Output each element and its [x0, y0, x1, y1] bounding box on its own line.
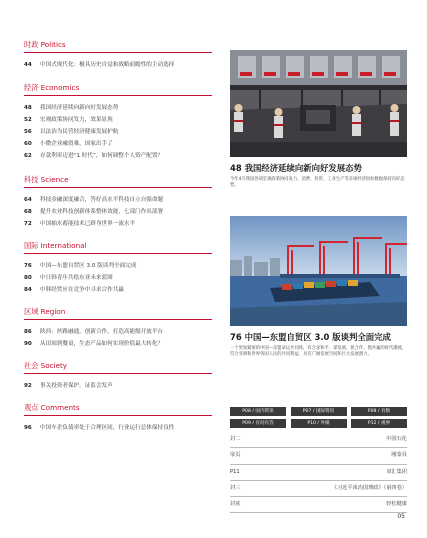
toc-item[interactable]: [24, 284, 212, 296]
story-description: 一个更加紧密的中国—东盟命运共同体，符合求和平、谋发展、促合作、图共赢的时代潮流，符合亚洲和世界各国人民的共同利益，具有广阔发展空间和巨大发展潜力。: [230, 346, 407, 358]
story-page-number: 76: [230, 332, 242, 342]
feature-story-international[interactable]: [230, 331, 407, 358]
tag-international-news[interactable]: P07 / 国际资讯: [291, 407, 347, 416]
toc-text: 以法治为民营经济健康发展护航: [40, 129, 119, 135]
toc-page: 44: [24, 62, 32, 68]
toc-text: 中韩经贸应在竞争中寻求合作共赢: [40, 287, 124, 293]
section-politics: [24, 40, 212, 71]
toc-text: 中日韩青年共绘东亚未来蓝图: [40, 275, 113, 281]
section-title: 科技 Science: [24, 175, 212, 188]
port-photo: [230, 216, 407, 326]
ad-position: 封三: [230, 484, 241, 491]
toc-item[interactable]: [24, 102, 212, 114]
toc-page: 64: [24, 197, 32, 203]
toc-text: 存款利率迈进“1 时代”，如何调整个人资产配置？: [40, 153, 164, 159]
ad-position: 扉页: [230, 452, 241, 459]
tag-foreign-media[interactable]: P10 / 外媒: [291, 419, 347, 428]
section-science: [24, 175, 212, 230]
section-international: [24, 241, 212, 296]
column-tags: [230, 407, 407, 431]
tag-qa[interactable]: P09 / 有问有答: [230, 419, 286, 428]
port-illustration: [230, 216, 407, 326]
section-economics: [24, 83, 212, 162]
toc-page: 48: [24, 105, 32, 111]
section-society: [24, 361, 212, 392]
ad-row: [230, 465, 407, 481]
toc-item[interactable]: [24, 138, 212, 150]
story-title: 中国—东盟自贸区 3.0 版谈判全面完成: [244, 332, 391, 342]
toc-item[interactable]: [24, 326, 212, 338]
factory-photo: [230, 50, 407, 157]
story-headline: [230, 162, 407, 174]
toc-text: 陕西：丝路融通，创新合作，打造高能级开放平台: [40, 329, 164, 335]
ad-sponsor: 《习近平谈治国理政》（第四卷）: [331, 484, 407, 491]
feature-story-economy[interactable]: [230, 162, 407, 189]
toc-item[interactable]: [24, 114, 212, 126]
toc-item[interactable]: [24, 422, 212, 434]
table-of-contents: [24, 40, 212, 434]
section-region: [24, 307, 212, 350]
toc-item[interactable]: [24, 380, 212, 392]
advertiser-index: [230, 432, 407, 513]
story-headline: [230, 331, 407, 343]
toc-item[interactable]: [24, 218, 212, 230]
toc-page: 52: [24, 117, 32, 123]
section-title: 区域 Region: [24, 307, 212, 320]
section-title: 经济 Economics: [24, 83, 212, 96]
ad-sponsor: 轻松健康: [386, 501, 407, 508]
toc-text: 从田间到餐桌，生态产品如何实现价值最大转化？: [40, 341, 164, 347]
ad-sponsor: 刚泰县: [391, 452, 407, 459]
toc-page: 62: [24, 153, 32, 159]
toc-text: 提升农业科技创新体系整体效能，七部门作出部署: [40, 209, 164, 215]
toc-page: 60: [24, 141, 32, 147]
toc-text: 中国抽水蓄能技术已跻身世界一流水平: [40, 221, 136, 227]
factory-illustration: [230, 50, 407, 157]
section-title: 观点 Comments: [24, 403, 212, 416]
toc-page: 72: [24, 221, 32, 227]
ad-row: [230, 448, 407, 464]
toc-page: 86: [24, 329, 32, 335]
toc-item[interactable]: [24, 338, 212, 350]
toc-text: 我国经济延续向新向好发展态势: [40, 105, 119, 111]
story-page-number: 48: [230, 163, 242, 173]
toc-text: 科技金融深度融合，答好高水平科技自立自强命题: [40, 197, 164, 203]
toc-item[interactable]: [24, 126, 212, 138]
ad-position: P11: [230, 468, 240, 475]
toc-item[interactable]: [24, 260, 212, 272]
toc-item[interactable]: [24, 59, 212, 71]
section-comments: [24, 403, 212, 434]
ad-sponsor: 双汇集团: [386, 468, 407, 475]
toc-item[interactable]: [24, 150, 212, 162]
section-title: 时政 Politics: [24, 40, 212, 53]
section-title: 社会 Society: [24, 361, 212, 374]
toc-item[interactable]: [24, 206, 212, 218]
page-number: 05: [397, 513, 405, 520]
ad-position: 封底: [230, 501, 241, 508]
toc-page: 92: [24, 383, 32, 389]
toc-text: 宏观政策协同发力，效果显现: [40, 117, 113, 123]
tag-data[interactable]: P08 / 有数: [351, 407, 407, 416]
toc-text: 中国车企负债率处于合理区间，行业运行总体保持良性: [40, 425, 175, 431]
toc-page: 90: [24, 341, 32, 347]
tag-domestic-news[interactable]: P08 / 国内资讯: [230, 407, 286, 416]
section-title: 国际 International: [24, 241, 212, 254]
toc-page: 76: [24, 263, 32, 269]
toc-item[interactable]: [24, 194, 212, 206]
toc-text: 中国—东盟自贸区 3.0 版谈判全面完成: [40, 263, 137, 269]
toc-text: 小微企业融资难，国家出手了: [40, 141, 113, 147]
toc-page: 68: [24, 209, 32, 215]
toc-text: 事关投资者保护，证监会发声: [40, 383, 113, 389]
toc-page: 56: [24, 129, 32, 135]
ad-row: [230, 432, 407, 448]
ad-row: [230, 497, 407, 513]
toc-page: 84: [24, 287, 32, 293]
ad-row: [230, 481, 407, 497]
ad-sponsor: 中国石化: [386, 436, 407, 442]
ad-position: 封二: [230, 436, 241, 442]
tag-vision[interactable]: P12 / 视界: [351, 419, 407, 428]
toc-text: 中国式现代化：极具历史自觉和战略前瞻性的主动选择: [40, 62, 175, 68]
toc-page: 96: [24, 425, 32, 431]
story-description: 今年4月我国各项宏观政策协同发力，消费、投资、工业生产等多项经济指标数据保持向好态势。: [230, 177, 405, 189]
story-title: 我国经济延续向新向好发展态势: [244, 163, 362, 173]
toc-item[interactable]: [24, 272, 212, 284]
toc-page: 80: [24, 275, 32, 281]
